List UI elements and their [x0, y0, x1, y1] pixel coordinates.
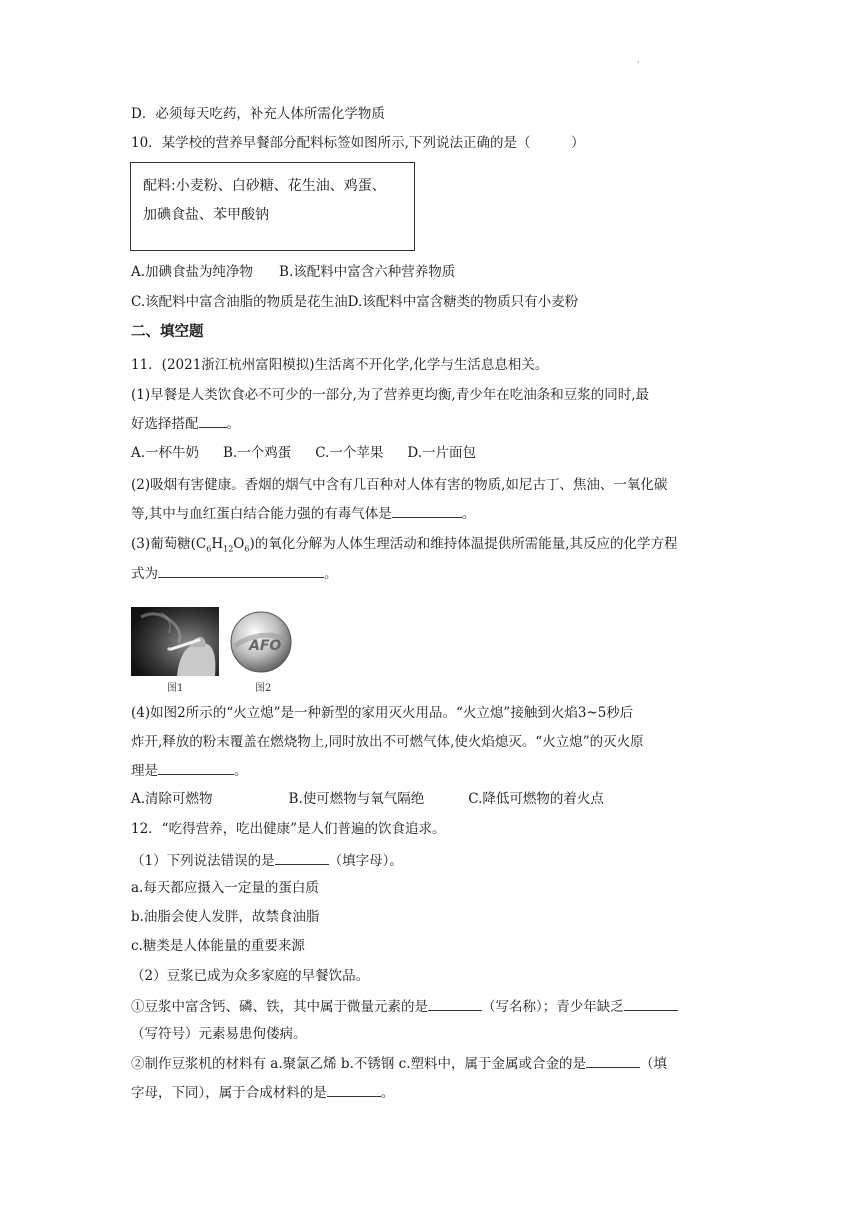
answer-blank[interactable]	[327, 1082, 381, 1097]
ingredient-label-box	[130, 162, 415, 251]
figure-2-fire-ball	[229, 610, 293, 678]
ingredient-line-1: 配料:小麦粉、白砂糖、花生油、鸡蛋、	[143, 178, 386, 194]
q11-part4-line2: 炸开,释放的粉末覆盖在燃烧物上,同时放出不可燃气体,使火焰熄灭。“火立熄”的灭火原	[131, 734, 644, 750]
figure-1-smoking	[131, 607, 219, 680]
q11-part1-line2: 好选择搭配 。	[131, 413, 240, 434]
q12-part2-i-line2: （写符号）元素易患佝偻病。	[131, 1026, 307, 1042]
q12-part2: （2）豆浆已成为众多家庭的早餐饮品。	[131, 968, 370, 984]
q10-stem: 10．某学校的营养早餐部分配料标签如图所示,下列说法正确的是（ ）	[131, 135, 585, 151]
answer-blank[interactable]	[158, 760, 234, 775]
q11-stem: 11．(2021浙江杭州富阳模拟)生活离不开化学,化学与生活息息相关。	[131, 357, 549, 373]
figure-2-caption: 图2	[255, 683, 272, 694]
q11-part4-options: A.清除可燃物 B.使可燃物与氧气隔绝 C.降低可燃物的着火点	[131, 791, 604, 807]
q10-option-a: A.加碘食盐为纯净物	[131, 264, 254, 280]
q11-part1-line1: (1)早餐是人类饮食必不可少的一部分,为了营养更均衡,青少年在吃油条和豆浆的同时,最	[131, 387, 649, 403]
figure-1-caption: 图1	[167, 683, 184, 694]
q12-part2-ii-line2: 字母，下同），属于合成材料的是 。	[131, 1082, 394, 1103]
q12-part1-a: a.每天都应摄入一定量的蛋白质	[131, 880, 319, 896]
q12-part2-i-line1: ①豆浆中富含钙、磷、铁，其中属于微量元素的是 （写名称）；青少年缺乏	[131, 996, 678, 1017]
answer-blank[interactable]	[158, 563, 324, 578]
q11-part2-line2: 等,其中与血红蛋白结合能力强的有毒气体是 。	[131, 503, 475, 524]
q12-part2-ii-line1: ②制作豆浆机的材料有 a.聚氯乙烯 b.不锈钢 c.塑料中，属于金属或合金的是 （填	[131, 1053, 667, 1074]
q10-option-b: B.该配料中富含六种营养物质	[279, 264, 456, 280]
q12-part1-c: c.糖类是人体能量的重要来源	[131, 938, 305, 954]
answer-blank[interactable]	[586, 1053, 640, 1068]
q10-option-c: C.该配料中富含油脂的物质是花生油	[131, 294, 348, 310]
fig2-logo-text: AFO	[249, 638, 282, 654]
section-fill-in-title: 二、填空题	[131, 324, 204, 340]
q11-part4-line3: 理是 。	[131, 760, 248, 781]
q10-options-cd	[131, 292, 578, 312]
q11-part3-line2: 式为 。	[131, 563, 338, 584]
page-mark: ·	[637, 58, 640, 67]
answer-blank[interactable]	[275, 850, 329, 865]
q12-part1-b: b.油脂会使人发胖，故禁食油脂	[131, 909, 320, 925]
ingredient-line-2: 加碘食盐、苯甲酸钠	[143, 207, 269, 223]
q9-option-d: D．必须每天吃药，补充人体所需化学物质	[131, 106, 385, 122]
q12-part1: （1）下列说法错误的是 （填字母）。	[131, 850, 403, 871]
answer-blank[interactable]	[392, 503, 462, 518]
answer-blank[interactable]	[428, 996, 482, 1011]
q12-stem: 12．“吃得营养，吃出健康”是人们普遍的饮食追求。	[131, 821, 446, 837]
answer-blank[interactable]	[199, 413, 227, 428]
answer-blank[interactable]	[624, 996, 678, 1011]
q11-part3-line1: (3)葡萄糖$(C_6H_{12}O_6)$的氧化分解为人体生理活动和维持体温提供所需能量,其反应的化学方程	[131, 536, 678, 554]
q11-part2-line1: (2)吸烟有害健康。香烟的烟气中含有几百种对人体有害的物质,如尼古丁、焦油、一氧化碳	[131, 477, 668, 493]
q11-part4-line1: (4)如图2所示的“火立熄”是一种新型的家用灭火用品。“火立熄”接触到火焰3~5秒后	[131, 705, 634, 721]
q10-options-ab	[131, 262, 455, 282]
q11-part1-options: A.一杯牛奶 B.一个鸡蛋 C.一个苹果 D.一片面包	[131, 445, 477, 461]
q10-option-d: D.该配料中富含糖类的物质只有小麦粉	[347, 294, 579, 310]
